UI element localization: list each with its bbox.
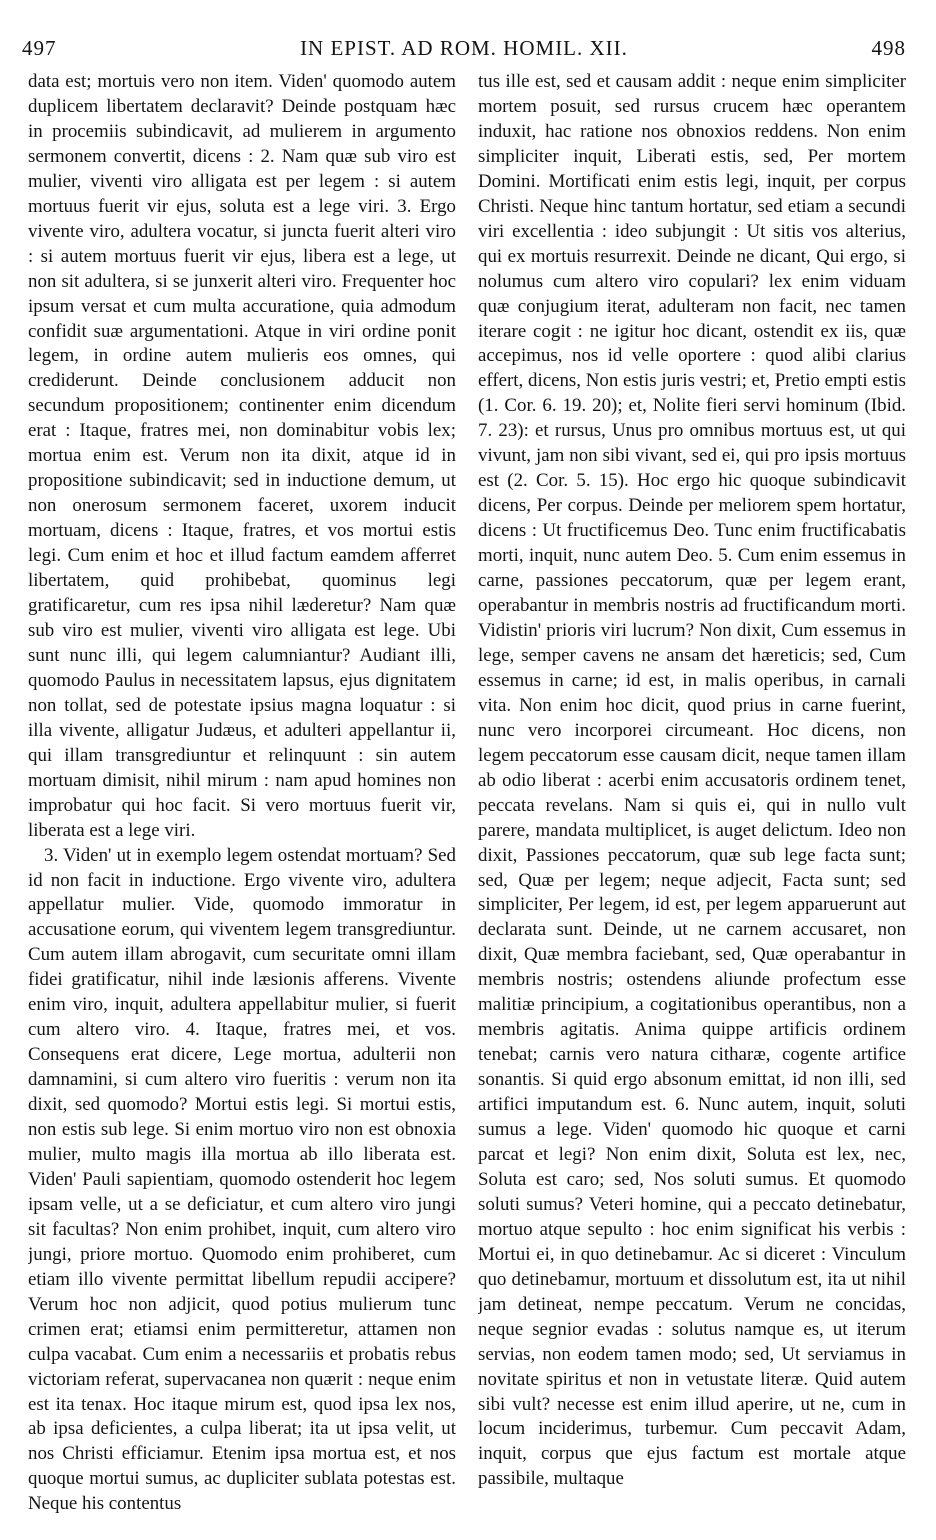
page-number-right: 498 [871, 36, 906, 60]
left-paragraph: data est; mortuis vero non item. Viden' quomodo autem duplicem libertatem declaravit? Deinde postquam hæc in procemiis subindicavit, ad mulierem in argumento sermonem convertit, dicens : 2. Nam quæ sub viro est mulier, viventi viro alligata est per legem : si autem mortuus fuerit vir ejus, soluta est a lege viri. 3. Ergo vivente viro, adultera vocatur, si juncta fuerit alteri viro : si autem mortuus fuerit vir ejus, libera est a lege, ut non sit adultera, si se junxerit alteri viro. Frequenter hoc ipsum versat et cum multa accuratione, quia admodum confidit suæ argumentationi. Atque in viri ordine ponit legem, in ordine autem mulieris eos omnes, qui crediderunt. Deinde conclusionem adducit non secundum propositionem; continenter enim dicendum erat : Itaque, fratres mei, non dominabitur vobis lex; mortua enim est. Verum non ita dixit, atque id in propositione subindicavit; sed in inductione demum, ut non onerosum sermonem faceret, uxorem inducit mortuam, dicens : Itaque, fratres, et vos mortui estis legi. Cum enim et hoc et illud factum eamdem afferret libertatem, quid prohibebat, quominus legi gratificaretur, cum res ipsa nihil læderetur? Nam quæ sub viro est mulier, viventi viro alligata est lege. Ubi sunt nunc illi, qui legem calumniantur? Audiant illi, quomodo Paulus in necessitatem lapsus, ejus dignitatem non tollat, sed de potestate ipsius magna loquatur : si illa vivente, alligatur Judæus, et adulteri appellantur ii, qui illam transgrediuntur et relinquunt : sin autem mortuam dimisit, nihil mirum : nam apud homines non improbatur qui hoc facit. Si vero mortuus fuerit vir, liberata est a lege viri. [28, 71, 456, 841]
page-number-left: 497 [22, 36, 57, 60]
page-header [22, 36, 906, 64]
right-paragraph: tus ille est, sed et causam addit : neque enim simpliciter mortem posuit, sed rursus crucem hæc operantem induxit, hac ratione nos obnoxios reddens. Non enim simpliciter inquit, Liberati estis, sed, Per mortem Domini. Mortificati enim estis legi, inquit, per corpus Christi. Neque hinc tantum hortatur, sed etiam a secundi viri excellentia : ideo subjungit : Ut sitis vos alterius, qui ex mortuis resurrexit. Deinde ne dicant, Qui ergo, si nolumus cum altero viro copulari? lex enim viduam quæ conjugium iterat, adulteram non facit, nec tamen iterare cogit : ne igitur hoc dicant, ostendit ex iis, quæ accepimus, nos id velle oportere : quod alibi clarius effert, dicens, Non estis juris vestri; et, Pretio empti estis (1. Cor. 6. 19. 20); et, Nolite fieri servi hominum (Ibid. 7. 23): et rursus, Unus pro omnibus mortuus est, ut qui vivunt, jam non sibi vivant, sed ei, qui pro ipsis mortuus est (2. Cor. 5. 15). Hoc ergo hic quoque subindicavit dicens, Per corpus. Deinde per meliorem spem hortatur, dicens : Ut fructificemus Deo. Tunc enim fructificabatis morti, inquit, nunc autem Deo. 5. Cum enim essemus in carne, passiones peccatorum, quæ per legem erant, operabantur in membris nostris ad fructificandum morti. Vidistin' prioris viri lucrum? Non dixit, Cum essemus in lege, semper cavens ne ansam det hæreticis; sed, Cum essemus in carne; id est, in malis operibus, in carnali vita. Non enim hoc dicit, quod prius in carne fuerint, nunc vero incorporei circumeant. Hoc dicens, non legem peccatorum esse causam dicit, neque tamen illam ab odio liberat : acerbi enim accusatoris ordinem tenet, peccata revelans. Nam si quis ei, qui in nullo vult parere, mandata multiplicet, is auget delictum. Ideo non dixit, Passiones peccatorum, quæ sub lege facta sunt; sed, Quæ per legem; neque adjecit, Facta sunt; sed simpliciter, Per legem, id est, per legem apparuerunt aut declarata sunt. Deinde, ut ne carnem accusaret, non dixit, Quæ membra faciebant, sed, Quæ operabantur in membris nostris; ostendens aliunde profectum esse malitiæ principium, a cogitationibus operantibus, non a membris agitatis. Anima quippe artificis ordinem tenebat; carnis vero natura citharæ, cogente artifice sonantis. Si quid ergo absonum emittat, id non illi, sed artifici imputandum est. 6. Nunc autem, inquit, soluti sumus a lege. Viden' quomodo hic quoque et carni parcat et legi? Non enim dixit, Soluta est lex, nec, Soluta est caro; sed, Nos soluti sumus. Et quomodo soluti sumus? Veteri homine, qui a peccato detinebatur, mortuo atque sepulto : hoc enim significat his verbis : Mortui ei, in quo detinebamur. Ac si diceret : Vinculum quo detinebamur, mortuum et dissolutum est, ita ut nihil jam detineat, nempe peccatum. Verum ne concidas, neque segnior evadas : solutus namque es, ut iterum servias, non eodem tamen modo; sed, Ut serviamus in novitate spiritus et non in vetustate literæ. Quid autem sibi vult? necesse est enim illud aperire, ut ne, cum in locum inciderimus, turbemur. Cum peccavit Adam, inquit, corpus que ejus factum est mortale atque passibile, multaque [478, 71, 906, 1490]
left-paragraph: 3. Viden' ut in exemplo legem ostendat mortuam? Sed id non facit in inductione. Ergo vivente viro, adultera appellatur mulier. Vide, quomodo immoratur in accusatione eorum, qui viventem legem transgrediuntur. Cum autem illam abrogavit, cum securitate omni illam fidei gratificatur, nihil inde læsionis afferens. Vivente enim viro, inquit, adultera appellabitur mulier, si fuerit cum altero viro. 4. Itaque, fratres mei, et vos. Consequens erat dicere, Lege mortua, adulterii non damnamini, si cum altero viro fueritis : verum non ita dixit, sed quomodo? Mortui estis legi. Si mortui estis, non estis sub lege. Si enim mortuo viro non est obnoxia mulier, multo magis illa mortua ab illo liberata est. Viden' Pauli sapientiam, quomodo ostenderit hoc legem ipsam velle, ut a se deficiatur, et cum altero viro jungi sit facultas? Non enim prohibet, inquit, cum altero viro jungi, priore mortuo. Quomodo enim prohiberet, cum etiam illo vivente permittat libellum repudii accipere? Verum hoc non adjicit, quod potius mulierum tunc crimen erat; etiamsi enim permitteretur, attamen non culpa vacabat. Cum enim a necessariis et probatis rebus victoriam referat, supervacanea non quærit : neque enim est ita tenax. Hoc itaque mirum est, quod ipsa lex nos, ab ipsa deficientes, a culpa liberat; ita ut ipsa velit, ut nos Christi efficiamur. Etenim ipsa mortua est, et nos quoque mortui sumus, ac dupliciter sublata potestas est. Neque his contentus [28, 844, 456, 1515]
left-column [28, 70, 456, 1525]
right-column [478, 70, 906, 1525]
running-head: IN EPIST. AD ROM. HOMIL. XII. [300, 36, 628, 60]
